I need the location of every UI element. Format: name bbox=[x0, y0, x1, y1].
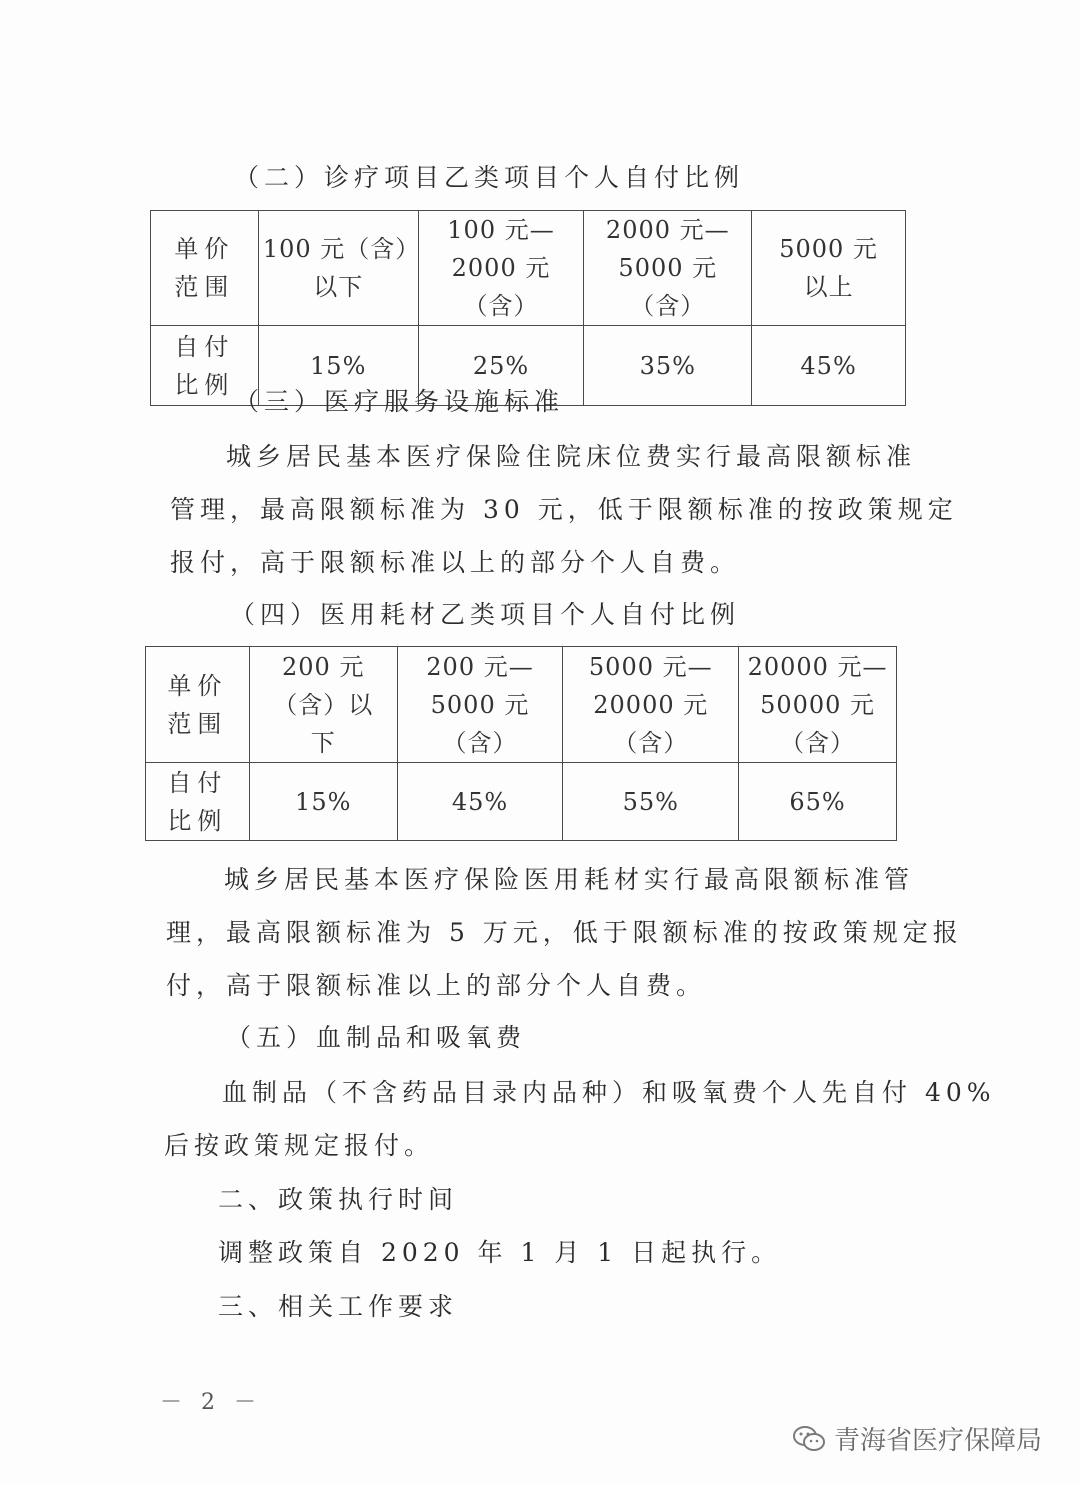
row-label-line: 比例 bbox=[174, 370, 235, 399]
range-line: （含） bbox=[613, 728, 689, 757]
wechat-icon bbox=[792, 1424, 826, 1454]
part-3-heading: 三、相关工作要求 bbox=[218, 1292, 459, 1321]
paragraph-line: 城乡居民基本医疗保险医用耗材实行最高限额标准管 bbox=[224, 865, 915, 894]
range-line: 5000 元（含） bbox=[430, 690, 530, 757]
range-line: 50000 元 bbox=[760, 690, 876, 719]
range-line: 5000 元— bbox=[588, 652, 713, 681]
row-label-line: 自付 bbox=[167, 768, 228, 797]
range-line: （含） bbox=[780, 728, 856, 757]
range-cell bbox=[418, 211, 584, 326]
range-line: 以上 bbox=[803, 273, 854, 301]
table-row bbox=[151, 211, 906, 326]
paragraph-line: 付，高于限额标准以上的部分个人自费。 bbox=[166, 971, 707, 1000]
watermark-text: 青海省医疗保障局 bbox=[834, 1426, 1043, 1456]
paragraph-line: 城乡居民基本医疗保险住院床位费实行最高限额标准 bbox=[226, 442, 917, 471]
ratio-cell: 65% bbox=[739, 763, 897, 841]
range-line: 200 元— bbox=[426, 652, 534, 681]
row-label-line: 范围 bbox=[167, 709, 228, 738]
range-line: 200 元 bbox=[282, 652, 365, 681]
table-row bbox=[146, 763, 897, 841]
ratio-cell: 55% bbox=[563, 763, 739, 841]
range-cell bbox=[249, 647, 397, 763]
range-line: 2000 元（含） bbox=[451, 254, 551, 320]
ratio-cell: 15% bbox=[258, 326, 418, 406]
ratio-cell: 45% bbox=[752, 326, 906, 406]
range-cell bbox=[739, 647, 897, 763]
page-number: － 2 － bbox=[160, 1390, 262, 1415]
ratio-cell: 35% bbox=[584, 326, 752, 406]
range-line: 以下 bbox=[313, 273, 364, 301]
row-label-price-range bbox=[151, 211, 259, 326]
range-line: 100 元— bbox=[447, 216, 555, 244]
range-line: 20000 元 bbox=[593, 690, 709, 719]
paragraph-line: 理，最高限额标准为 5 万元，低于限额标准的按政策规定报 bbox=[166, 918, 963, 947]
row-label-line: 单价 bbox=[174, 235, 235, 263]
range-line: （含）以 bbox=[273, 690, 374, 719]
paragraph-line: 后按政策规定报付。 bbox=[164, 1131, 435, 1160]
range-cell bbox=[258, 211, 421, 326]
table-consumables-ratios bbox=[145, 646, 897, 841]
range-cell bbox=[752, 211, 906, 326]
range-cell bbox=[397, 647, 563, 763]
section-5-heading: （五）血制品和吸氧费 bbox=[226, 1023, 527, 1052]
range-line: 100 元（含） bbox=[262, 235, 421, 263]
part-2-heading: 二、政策执行时间 bbox=[218, 1185, 459, 1214]
range-line: 5000 元 bbox=[779, 235, 878, 263]
ratio-cell: 45% bbox=[397, 763, 563, 841]
range-cell bbox=[563, 647, 739, 763]
watermark bbox=[792, 1420, 1042, 1457]
ratio-cell: 25% bbox=[418, 326, 584, 406]
row-label-self-pay bbox=[146, 763, 250, 841]
row-label-line: 自付 bbox=[174, 332, 235, 361]
ratio-cell: 15% bbox=[249, 763, 397, 841]
row-label-line: 比例 bbox=[167, 806, 228, 835]
table-row bbox=[146, 647, 897, 763]
range-line: 20000 元— bbox=[747, 652, 888, 681]
row-label-line: 范围 bbox=[174, 273, 235, 301]
range-cell bbox=[584, 211, 752, 326]
range-line: 2000 元— bbox=[605, 216, 730, 244]
range-line: 5000 元（含） bbox=[618, 254, 718, 320]
paragraph-line: 报付，高于限额标准以上的部分个人自费。 bbox=[170, 548, 741, 577]
section-2-heading: （二）诊疗项目乙类项目个人自付比例 bbox=[234, 163, 745, 192]
row-label-price-range bbox=[146, 647, 250, 763]
section-4-heading: （四）医用耗材乙类项目个人自付比例 bbox=[230, 600, 741, 629]
paragraph-line: 管理，最高限额标准为 30 元，低于限额标准的按政策规定 bbox=[170, 495, 958, 524]
range-line: 下 bbox=[310, 728, 336, 757]
paragraph-line: 血制品（不含药品目录内品种）和吸氧费个人先自付 40% bbox=[222, 1078, 996, 1107]
table-diagnosis-ratios bbox=[150, 210, 906, 406]
row-label-line: 单价 bbox=[167, 671, 228, 700]
part-2-text: 调整政策自 2020 年 1 月 1 日起执行。 bbox=[218, 1238, 782, 1267]
section-3-heading: （三）医疗服务设施标准 bbox=[234, 387, 565, 416]
